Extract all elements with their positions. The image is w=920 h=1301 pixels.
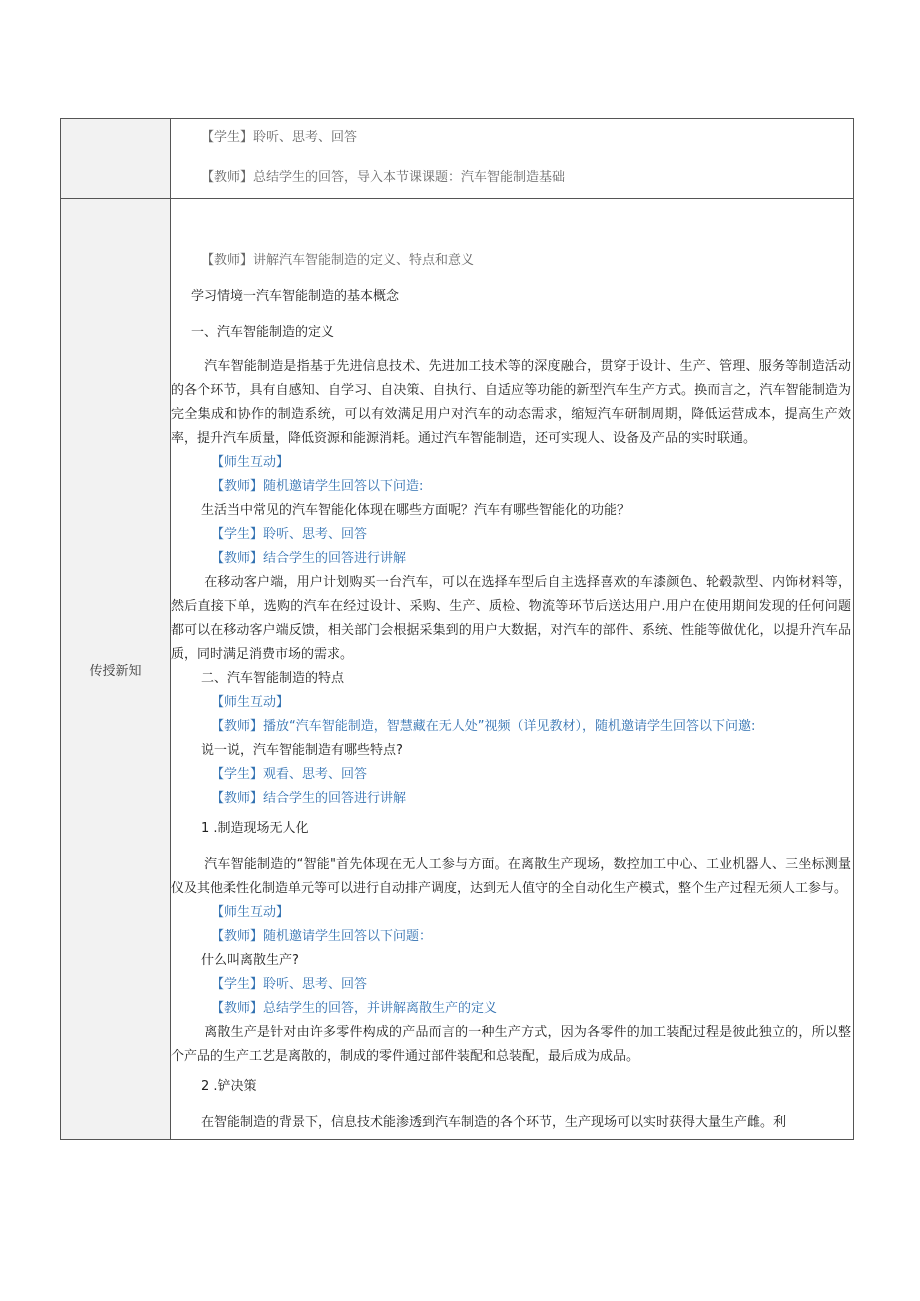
teacher-line: 【教师】结合学生的回答进行讲解 <box>211 551 407 566</box>
table-row <box>61 199 854 1140</box>
student-line: 【学生】聆听、思考、回答 <box>211 527 368 542</box>
student-response-line: 【学生】聆听、思考、回答 <box>201 130 358 145</box>
lesson-table <box>60 118 854 1140</box>
student-line: 【学生】观看、思考、回答 <box>211 767 368 782</box>
row-label-empty <box>61 119 171 199</box>
lesson-plan-page <box>60 118 853 1140</box>
paragraph: 汽车智能制造的“智能"首先体现在无人工参与方面。在离散生产现场，数控加工中心、工业机器人、三坐标测量仪及其他柔性化制造单元等可以进行自动排产调度，达到无人值守的全自动化生产模式，整个生产过程无须人工参与。 <box>171 857 851 896</box>
interaction-tag: 【师生互动】 <box>211 905 290 920</box>
row-label-teaching: 传授新知 <box>61 199 171 1140</box>
section-heading: 学习情境一汽车智能制造的基本概念 <box>191 289 400 304</box>
point-heading: 2 .铲决策 <box>201 1079 257 1094</box>
row-content-teaching <box>171 199 854 1140</box>
table-row <box>61 119 854 199</box>
teacher-line: 【教师】播放“汽车智能制造，智慧藏在无人处”视频（详见教材），随机邀请学生回答以下问邀: <box>211 719 756 734</box>
row-content <box>171 119 854 199</box>
point-heading: 1 .制造现场无人化 <box>201 821 309 836</box>
teacher-summary-line: 【教师】总结学生的回答，导入本节课课题：汽车智能制造基础 <box>201 170 566 185</box>
question-line: 什么叫离散生产? <box>201 953 299 968</box>
teacher-line: 【教师】随机邀请学生回答以下问造: <box>211 479 424 494</box>
teacher-line: 【教师】总结学生的回答，并讲解离散生产的定义 <box>211 1001 498 1016</box>
paragraph: 汽车智能制造是指基于先进信息技术、先进加工技术等的深度融合，贯穿于设计、生产、管理、服务等制造活动的各个环节，具有自感知、自学习、自决策、自执行、自适应等功能的新型汽车生产方式。换而言之，汽车智能制造为完全集成和协作的制造系统，可以有效满足用户对汽车的动态需求，缩短汽车研制周期，降低运营成本，提高生产效率，提升汽车质量，降低资源和能源消耗。通过汽车智能制造，还可实现人、设备及产品的实时联通。 <box>171 359 851 446</box>
interaction-tag: 【师生互动】 <box>211 455 290 470</box>
paragraph-start: 在智能制造的背景下，信息技术能渗透到汽车制造的各个环节，生产现场可以实时获得大量生产雌。利 <box>201 1115 787 1130</box>
paragraph: 在移动客户端，用户计划购买一台汽车，可以在选择车型后自主选择喜欢的车漆颜色、轮毂款型、内饰材料等，然后直接下单，选购的汽车在经过设计、采购、生产、质检、物流等环节后送达用户.用户在使用期间发现的任何问题都可以在移动客户端反馈，相关部门会根据采集到的用户大数据，对汽车的部件、系统、性能等做优化，以提升汽车品质，同时满足消费市场的需求。 <box>171 575 851 662</box>
teacher-intro-line: 【教师】讲解汽车智能制造的定义、特点和意义 <box>201 253 475 268</box>
subsection-heading: 二、汽车智能制造的特点 <box>201 671 345 686</box>
interaction-tag: 【师生互动】 <box>211 695 290 710</box>
question-line: 说一说，汽车智能制造有哪些特点? <box>201 743 403 758</box>
paragraph: 离散生产是针对由许多零件构成的产品而言的一种生产方式，因为各零件的加工装配过程是彼此独立的，所以整个产品的生产工艺是离散的，制成的零件通过部件装配和总装配，最后成为成品。 <box>171 1025 851 1064</box>
subsection-heading: 一、汽车智能制造的定义 <box>191 325 335 340</box>
student-line: 【学生】聆听、思考、回答 <box>211 977 368 992</box>
teacher-line: 【教师】随机邀请学生回答以下问题： <box>211 929 433 944</box>
teacher-line: 【教师】结合学生的回答进行讲解 <box>211 791 407 806</box>
question-line: 生活当中常见的汽车智能化体现在哪些方面呢？汽车有哪些智能化的功能？ <box>201 503 631 518</box>
